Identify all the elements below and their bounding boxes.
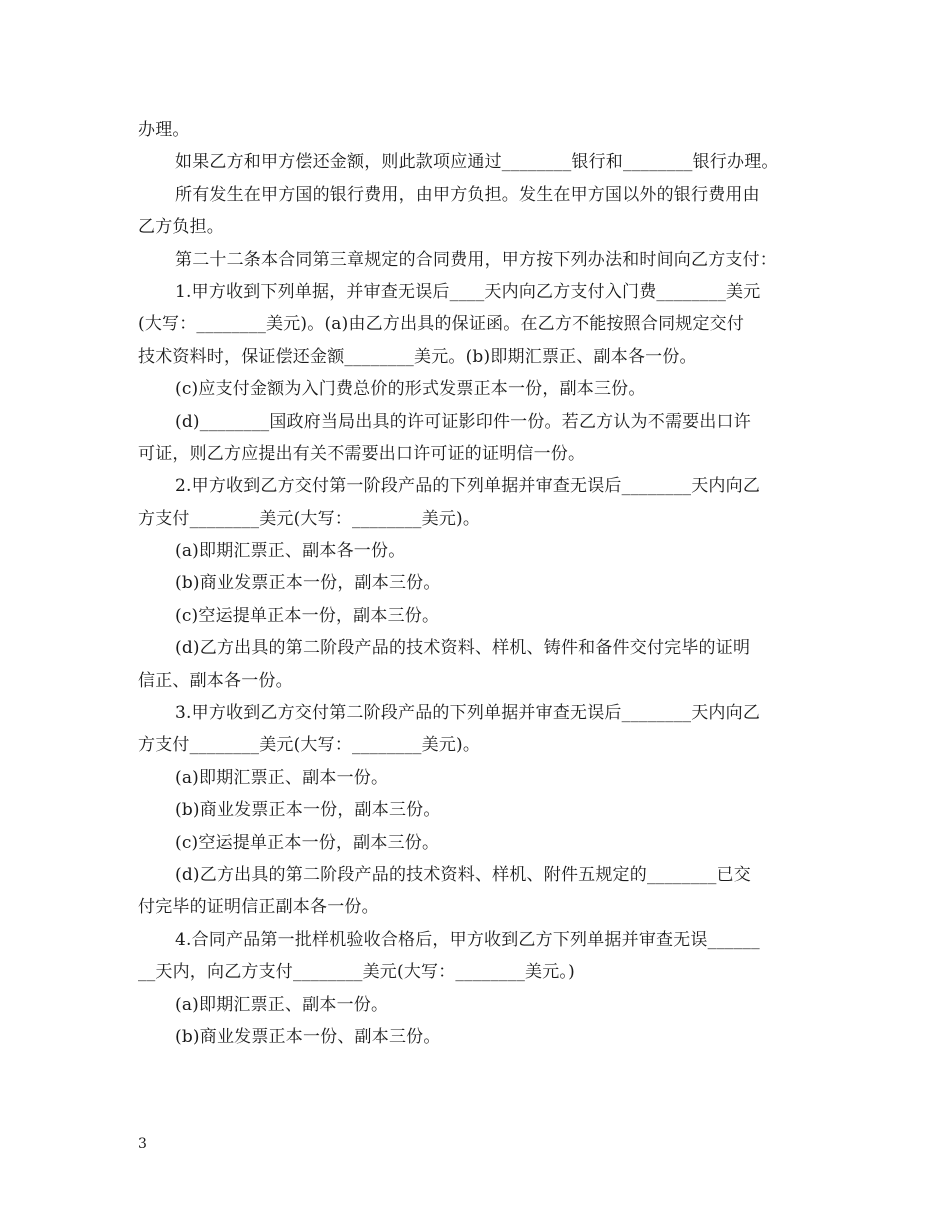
text-line: (d)乙方出具的第二阶段产品的技术资料、样机、附件五规定的________已交	[175, 864, 751, 885]
text-line: 技术资料时，保证偿还金额________美元。(b)即期汇票正、副本各一份。	[138, 346, 697, 367]
text-line: 4.合同产品第一批样机验收合格后，甲方收到乙方下列单据并审查无误______	[175, 929, 760, 950]
document-body	[138, 114, 814, 1053]
text-line: (d)乙方出具的第二阶段产品的技术资料、样机、铸件和备件交付完毕的证明	[175, 638, 751, 659]
text-line: 2.甲方收到乙方交付第一阶段产品的下列单据并审查无误后________天内向乙	[175, 476, 761, 497]
text-line: __天内，向乙方支付________美元(大写：________美元。)	[138, 962, 575, 983]
text-line: (d)________国政府当局出具的许可证影印件一份。若乙方认为不需要出口许	[175, 411, 751, 432]
text-line: 乙方负担。	[138, 217, 224, 238]
text-line: 可证，则乙方应提出有关不需要出口许可证的证明信一份。	[138, 443, 586, 464]
text-line: (b)商业发票正本一份、副本三份。	[175, 1026, 441, 1047]
text-line: (大写：________美元)。(a)由乙方出具的保证函。在乙方不能按照合同规定交付	[138, 314, 745, 335]
text-line: (a)即期汇票正、副本一份。	[175, 994, 389, 1015]
text-line: 第二十二条本合同第三章规定的合同费用，甲方按下列办法和时间向乙方支付：	[175, 249, 777, 270]
text-line: 信正、副本各一份。	[138, 670, 293, 691]
text-line: 1.甲方收到下列单据，并审查无误后____天内向乙方支付入门费________美元	[175, 281, 761, 302]
text-line: (a)即期汇票正、副本一份。	[175, 767, 389, 788]
page-number: 3	[138, 1136, 147, 1152]
text-line: (b)商业发票正本一份，副本三份。	[175, 573, 441, 594]
text-line: (a)即期汇票正、副本各一份。	[175, 541, 406, 562]
text-line: 方支付________美元(大写：________美元)。	[138, 508, 481, 529]
text-line: (c)应支付金额为入门费总价的形式发票正本一份，副本三份。	[175, 379, 646, 400]
text-line: (c)空运提单正本一份，副本三份。	[175, 832, 440, 853]
text-line: (c)空运提单正本一份，副本三份。	[175, 605, 440, 626]
text-line: (b)商业发票正本一份，副本三份。	[175, 800, 441, 821]
text-line: 如果乙方和甲方偿还金额，则此款项应通过________银行和________银行办理。	[175, 152, 779, 173]
text-line: 方支付________美元(大写：________美元)。	[138, 735, 481, 756]
text-line: 办理。	[138, 120, 190, 140]
text-line: 付完毕的证明信正副本各一份。	[138, 897, 379, 918]
text-line: 3.甲方收到乙方交付第二阶段产品的下列单据并审查无误后________天内向乙	[175, 703, 761, 724]
text-line: 所有发生在甲方国的银行费用，由甲方负担。发生在甲方国以外的银行费用由	[175, 184, 760, 205]
